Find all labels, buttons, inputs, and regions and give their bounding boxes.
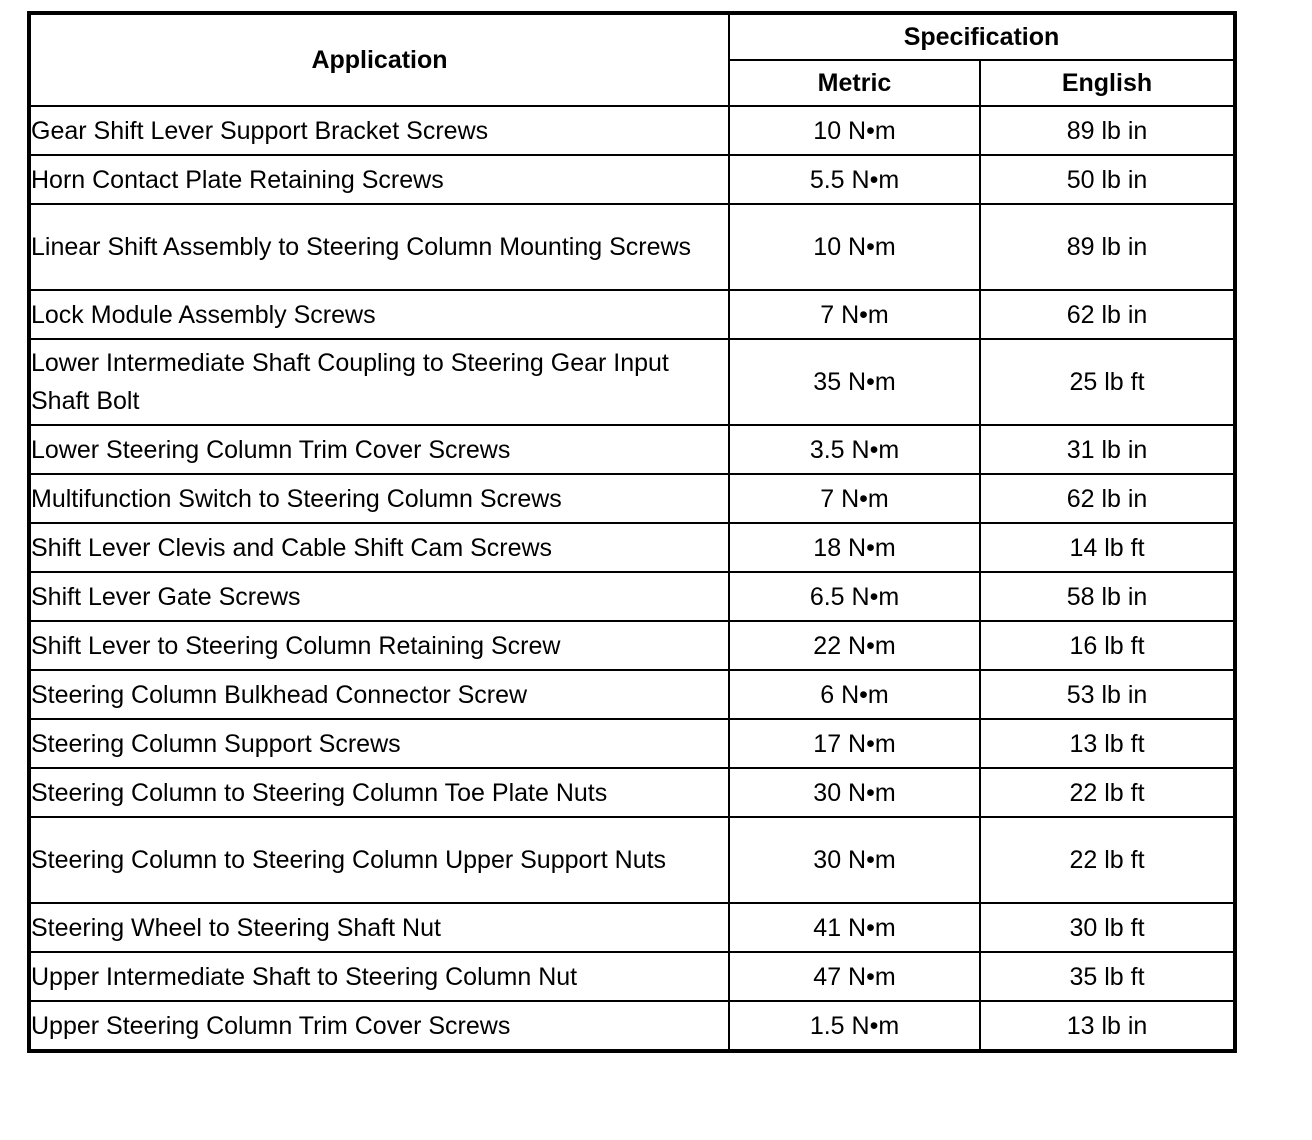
table-row [29, 106, 1235, 155]
application-cell: Upper Intermediate Shaft to Steering Column Nut [29, 952, 729, 1001]
metric-header: Metric [729, 60, 980, 106]
fastener-spec-table [27, 11, 1237, 1053]
application-cell: Gear Shift Lever Support Bracket Screws [29, 106, 729, 155]
english-cell: 25 lb ft [980, 339, 1235, 425]
application-cell: Horn Contact Plate Retaining Screws [29, 155, 729, 204]
header-row-top [29, 13, 1235, 60]
table-row [29, 621, 1235, 670]
english-cell: 50 lb in [980, 155, 1235, 204]
application-cell: Steering Column Support Screws [29, 719, 729, 768]
fastener-spec-table-wrapper [27, 11, 1233, 1053]
metric-cell: 10 N•m [729, 204, 980, 290]
metric-cell: 6 N•m [729, 670, 980, 719]
english-cell: 13 lb ft [980, 719, 1235, 768]
metric-cell: 7 N•m [729, 474, 980, 523]
metric-cell: 17 N•m [729, 719, 980, 768]
metric-cell: 22 N•m [729, 621, 980, 670]
english-cell: 14 lb ft [980, 523, 1235, 572]
metric-cell: 47 N•m [729, 952, 980, 1001]
metric-cell: 7 N•m [729, 290, 980, 339]
application-cell: Multifunction Switch to Steering Column Screws [29, 474, 729, 523]
english-cell: 35 lb ft [980, 952, 1235, 1001]
application-cell: Steering Column to Steering Column Toe Plate Nuts [29, 768, 729, 817]
metric-cell: 3.5 N•m [729, 425, 980, 474]
english-cell: 22 lb ft [980, 768, 1235, 817]
table-row [29, 425, 1235, 474]
english-cell: 13 lb in [980, 1001, 1235, 1051]
metric-cell: 1.5 N•m [729, 1001, 980, 1051]
application-cell: Lower Steering Column Trim Cover Screws [29, 425, 729, 474]
metric-cell: 30 N•m [729, 817, 980, 903]
table-row [29, 670, 1235, 719]
english-cell: 89 lb in [980, 204, 1235, 290]
table-row [29, 719, 1235, 768]
metric-cell: 30 N•m [729, 768, 980, 817]
application-cell: Lock Module Assembly Screws [29, 290, 729, 339]
table-row [29, 474, 1235, 523]
table-row [29, 1001, 1235, 1051]
english-cell: 30 lb ft [980, 903, 1235, 952]
table-row [29, 817, 1235, 903]
english-cell: 62 lb in [980, 290, 1235, 339]
english-cell: 89 lb in [980, 106, 1235, 155]
english-cell: 58 lb in [980, 572, 1235, 621]
english-header: English [980, 60, 1235, 106]
table-row [29, 523, 1235, 572]
english-cell: 16 lb ft [980, 621, 1235, 670]
english-cell: 31 lb in [980, 425, 1235, 474]
metric-cell: 5.5 N•m [729, 155, 980, 204]
metric-cell: 6.5 N•m [729, 572, 980, 621]
metric-cell: 18 N•m [729, 523, 980, 572]
table-row [29, 339, 1235, 425]
application-cell: Shift Lever to Steering Column Retaining Screw [29, 621, 729, 670]
application-cell: Steering Wheel to Steering Shaft Nut [29, 903, 729, 952]
metric-cell: 41 N•m [729, 903, 980, 952]
table-row [29, 952, 1235, 1001]
table-row [29, 204, 1235, 290]
application-cell: Steering Column Bulkhead Connector Screw [29, 670, 729, 719]
application-cell: Linear Shift Assembly to Steering Column Mounting Screws [29, 204, 729, 290]
table-row [29, 903, 1235, 952]
application-header: Application [29, 13, 729, 106]
specification-header: Specification [729, 13, 1235, 60]
table-row [29, 290, 1235, 339]
english-cell: 53 lb in [980, 670, 1235, 719]
application-cell: Shift Lever Clevis and Cable Shift Cam Screws [29, 523, 729, 572]
table-row [29, 155, 1235, 204]
english-cell: 62 lb in [980, 474, 1235, 523]
english-cell: 22 lb ft [980, 817, 1235, 903]
metric-cell: 10 N•m [729, 106, 980, 155]
application-cell: Upper Steering Column Trim Cover Screws [29, 1001, 729, 1051]
table-row [29, 768, 1235, 817]
application-cell: Shift Lever Gate Screws [29, 572, 729, 621]
application-cell: Lower Intermediate Shaft Coupling to Steering Gear Input Shaft Bolt [29, 339, 729, 425]
metric-cell: 35 N•m [729, 339, 980, 425]
application-cell: Steering Column to Steering Column Upper Support Nuts [29, 817, 729, 903]
table-row [29, 572, 1235, 621]
